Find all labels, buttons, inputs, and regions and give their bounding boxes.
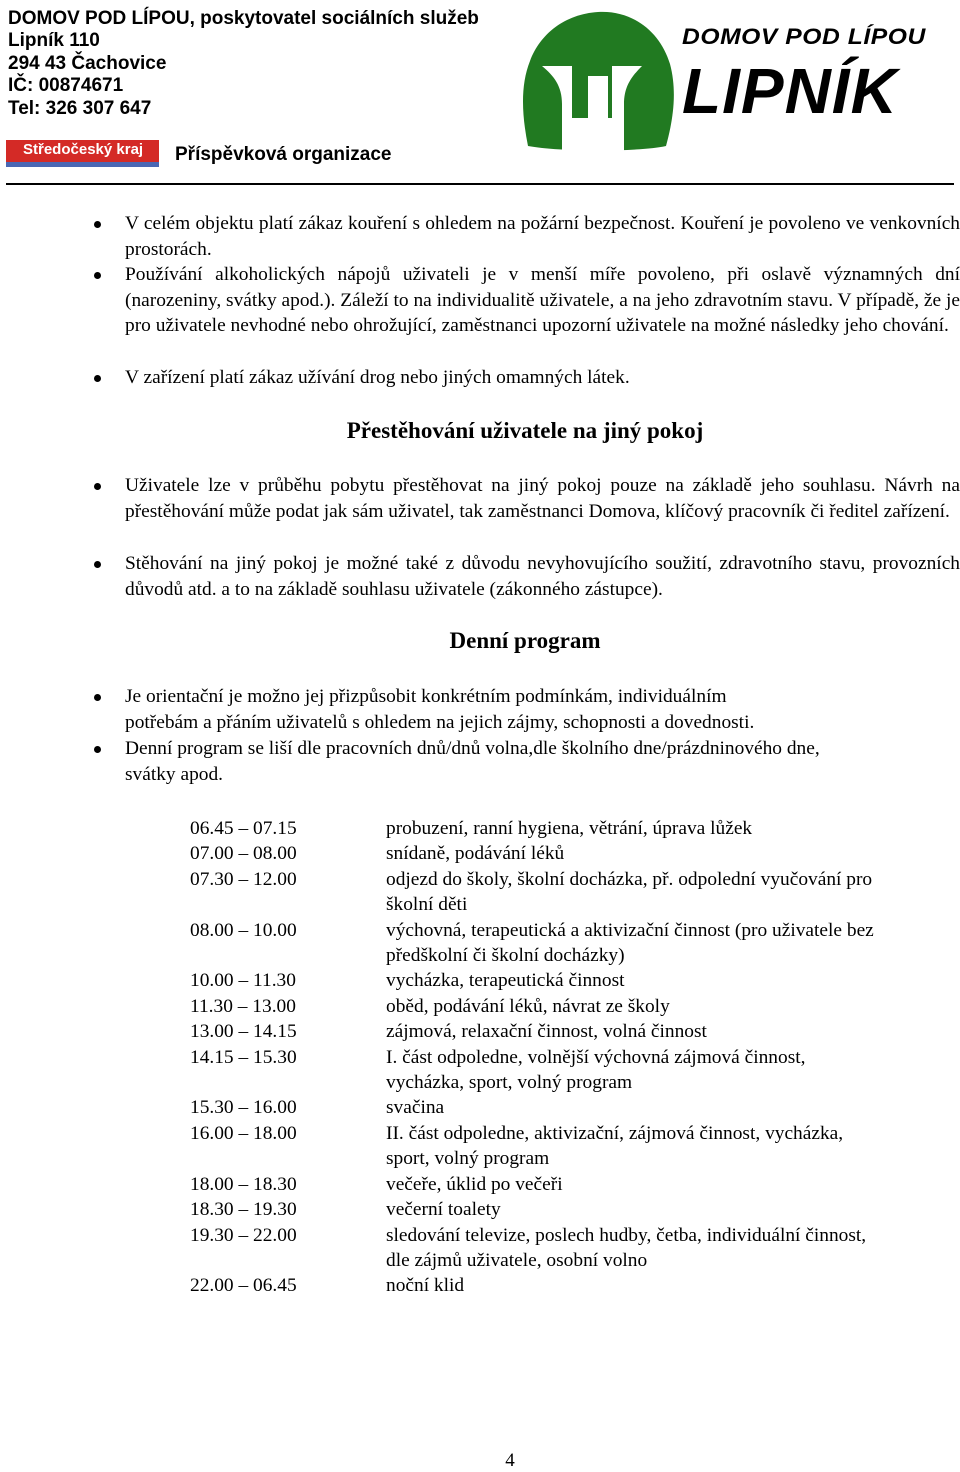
schedule-row <box>190 918 886 969</box>
schedule-row <box>190 1121 886 1172</box>
section-heading-move: Přestěhování uživatele na jiný pokoj <box>346 418 704 443</box>
logo-name: LIPNÍK <box>682 55 898 127</box>
legal-form: Příspěvková organizace <box>175 144 392 165</box>
region-badge-stripe <box>6 162 159 167</box>
schedule-activity: II. část odpoledne, aktivizační, zájmová činnost, vycházka, sport, volný program <box>386 1122 844 1170</box>
schedule-row <box>190 1019 886 1044</box>
move-consent-rule: Uživatele lze v průběhu pobytu přestěhovat na jiný pokoj pouze na základě jeho souhlasu. Návrh na přestěhování může podat jak sám uživatel, tak zaměstnanci Domova, klíčový pracovník či ředitel zařízení. <box>125 475 960 522</box>
schedule-row <box>190 1095 886 1120</box>
bullet-icon <box>94 272 101 279</box>
schedule-row <box>190 968 886 993</box>
alcohol-rule: Používání alkoholických nápojů uživateli je v menší míře povoleno, při oslavě významných dní (narozeniny, svátky apod.). Záleží to na individualitě uživatele, a na jeho zdravotním stavu. V případě, že je pro uživatele nevhodné nebo ohrožující, zaměstnanci upozorní uživatele na možné následky jeho chování. <box>125 264 960 336</box>
schedule-time: 18.30 – 19.30 <box>190 1199 297 1221</box>
bullet-icon <box>94 375 101 382</box>
list-item <box>94 684 960 735</box>
schedule-time: 19.30 – 22.00 <box>190 1224 297 1246</box>
logo-title: DOMOV POD LÍPOU <box>682 24 926 49</box>
schedule-time: 22.00 – 06.45 <box>190 1275 297 1297</box>
schedule-time: 13.00 – 14.15 <box>190 1021 297 1043</box>
bullet-icon <box>94 483 101 490</box>
schedule-activity: I. část odpoledne, volnější výchovná zájmová činnost, vycházka, sport, volný program <box>386 1046 806 1094</box>
schedule-row <box>190 1273 886 1298</box>
list-item <box>94 551 960 602</box>
schedule-time: 10.00 – 11.30 <box>190 970 296 992</box>
schedule-activity: sledování televize, poslech hudby, četba, individuální činnost, dle zájmů uživatele, osobní volno <box>386 1224 867 1271</box>
list-item <box>94 211 960 262</box>
schedule-activity: zájmová, relaxační činnost, volná činnost <box>386 1021 707 1043</box>
section-heading-program: Denní program <box>449 628 601 653</box>
org-phone: Tel: 326 307 647 <box>8 97 152 119</box>
daily-schedule-table <box>190 816 886 1299</box>
program-variation-text: Denní program se liší dle pracovních dnů/dnů volna,dle školního dne/prázdninového dne, svátky apod. <box>125 738 820 785</box>
schedule-time: 08.00 – 10.00 <box>190 919 297 941</box>
region-badge <box>6 140 159 168</box>
bullet-icon <box>94 746 101 753</box>
org-address-city: 294 43 Čachovice <box>8 52 167 74</box>
schedule-time: 15.30 – 16.00 <box>190 1097 297 1119</box>
schedule-activity: odjezd do školy, školní docházka, př. odpolední vyučování pro školní děti <box>386 868 873 916</box>
org-name: DOMOV POD LÍPOU, poskytovatel sociálních služeb <box>8 8 479 29</box>
drug-rule: V zařízení platí zákaz užívání drog nebo jiných omamných látek. <box>125 367 630 388</box>
schedule-row <box>190 867 886 918</box>
list-item <box>94 473 960 524</box>
smoking-rule: V celém objektu platí zákaz kouření s ohledem na požární bezpečnost. Kouření je povoleno ve venkovních prostorách. <box>125 213 960 260</box>
schedule-row <box>190 841 886 866</box>
page-number: 4 <box>505 1450 515 1471</box>
bullet-icon <box>94 221 101 228</box>
list-item <box>94 262 960 339</box>
organization-info <box>8 8 479 120</box>
schedule-activity: oběd, podávání léků, návrat ze školy <box>386 995 670 1017</box>
program-orientation-text: Je orientační je možno jej přizpůsobit konkrétním podmínkám, individuálním potřebám a přáním uživatelů s ohledem na jejich zájmy, schopnosti a dovednosti. <box>125 686 755 733</box>
bullet-icon <box>94 561 101 568</box>
schedule-time: 11.30 – 13.00 <box>190 995 296 1017</box>
schedule-activity: večerní toalety <box>386 1199 501 1221</box>
schedule-activity: noční klid <box>386 1275 465 1297</box>
list-item <box>94 736 960 787</box>
page-header <box>0 0 960 190</box>
move-reason-rule: Stěhování na jiný pokoj je možné také z důvodu nevyhovujícího soužití, zdravotního stavu, provozních důvodů atd. a to na základě souhlasu uživatele (zákonného zástupce). <box>125 553 960 600</box>
schedule-time: 14.15 – 15.30 <box>190 1046 297 1068</box>
schedule-time: 16.00 – 18.00 <box>190 1122 297 1144</box>
region-badge-label: Středočeský kraj <box>23 141 144 158</box>
schedule-activity: vycházka, terapeutická činnost <box>386 970 625 992</box>
schedule-time: 06.45 – 07.15 <box>190 818 297 839</box>
schedule-activity: snídaně, podávání léků <box>386 843 565 865</box>
bullet-icon <box>94 694 101 701</box>
schedule-row <box>190 1045 886 1096</box>
schedule-time: 07.00 – 08.00 <box>190 843 297 865</box>
schedule-time: 07.30 – 12.00 <box>190 868 297 890</box>
org-address-street: Lipník 110 <box>8 30 100 52</box>
schedule-time: 18.00 – 18.30 <box>190 1173 297 1195</box>
schedule-row <box>190 816 886 841</box>
schedule-activity: probuzení, ranní hygiena, větrání, úprava lůžek <box>386 818 753 839</box>
schedule-row <box>190 1197 886 1222</box>
org-id: IČ: 00874671 <box>8 75 124 97</box>
schedule-row <box>190 1223 886 1274</box>
schedule-row <box>190 994 886 1019</box>
schedule-activity: večeře, úklid po večeři <box>386 1173 563 1195</box>
header-divider <box>6 183 954 185</box>
schedule-activity: svačina <box>386 1097 445 1119</box>
schedule-activity: výchovná, terapeutická a aktivizační činnost (pro uživatele bez předškolní či školní docházky) <box>386 919 874 967</box>
list-item <box>94 365 960 391</box>
schedule-row <box>190 1172 886 1197</box>
tree-logo-icon <box>520 6 675 154</box>
